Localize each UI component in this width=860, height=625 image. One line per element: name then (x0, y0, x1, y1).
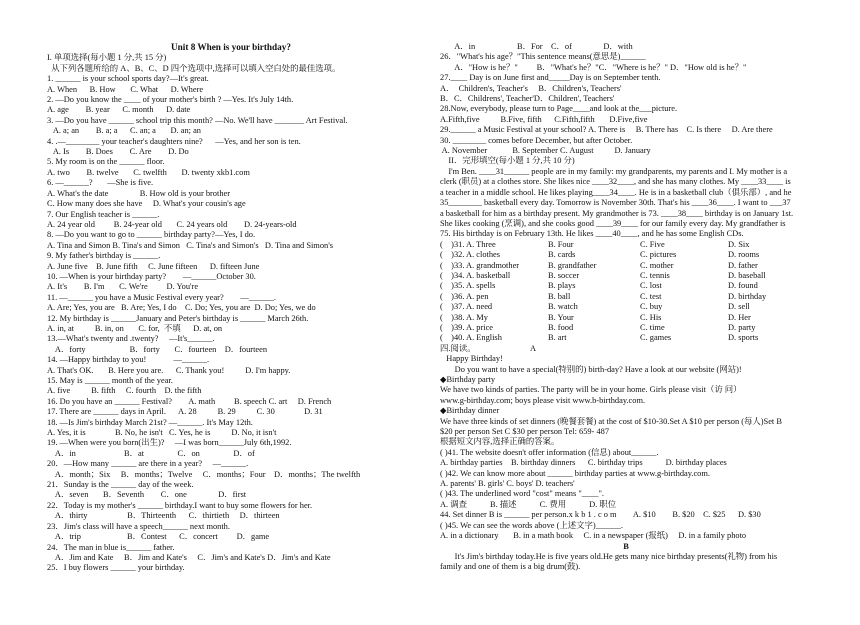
option-choice: B. food (548, 322, 574, 332)
option-row (440, 313, 812, 323)
option-choice: D. Six (728, 239, 750, 249)
question-line: A. November B. September C. August D. January (440, 146, 651, 156)
option-choice: D. baseball (728, 270, 766, 280)
reading-line: family and one of them is a big drum(鼓). (440, 562, 581, 572)
question-line: 从下列各题所给的 A、B、C、D 四个选项中,选择可以填入空白处的最佳选项。 (47, 63, 341, 73)
reading-line: 44. Set dinner B is ______ per person.x k b 1 . c o m A. $10 B. $20 C. $25 D. $30 (440, 510, 761, 520)
option-choice: D. rooms (728, 250, 760, 260)
option-choice: ( )40. A. English (440, 333, 502, 343)
question-line: 23．Jim's class will have a speech______ next month. (47, 521, 230, 531)
question-line: A. When B. How C. What D. Where (47, 84, 204, 94)
question-line: 6. —______? —She is five. (47, 178, 154, 188)
question-line: A．Jim and Kate B．Jim and Kate's C．Jim's and Kate's D．Jim's and Kate (47, 552, 331, 562)
reading-b-text (440, 552, 812, 573)
option-choice: C. games (640, 333, 672, 343)
left-column (47, 42, 415, 574)
question-line: a teacher in a middle school. He likes playing____34____. He is in a basketball club（俱乐部）, and he (440, 187, 792, 197)
option-choice: ( )38. A. My (440, 312, 488, 322)
option-choice: ( )36. A. pen (440, 291, 489, 301)
option-choice: D. sports (728, 333, 759, 343)
reading-line: ( )42. We can know more about ______ birthday parties at www.g-birthday.com. (440, 468, 710, 478)
question-line: 9. My father's birthday is ______. (47, 251, 161, 261)
reading-line: ( )41. The website doesn't offer information (信息) about______. (440, 447, 659, 457)
question-line: 4. .—________ your teacher's daughters nine? —Yes, and her son is ten. (47, 136, 301, 146)
option-choice: D. father (728, 260, 758, 270)
question-line: A．month；Six B．months；Twelve C．months；Four D．months；The twelfth (47, 469, 361, 479)
option-choice: B. watch (548, 302, 578, 312)
option-row (440, 240, 812, 250)
option-row (440, 302, 812, 312)
option-choice: B. Four (548, 239, 574, 249)
question-line: 30. ________ comes before December, but after October. (440, 135, 633, 145)
question-line: 20．—How many ______ are there in a year? —______. (47, 459, 249, 469)
option-row (440, 333, 812, 343)
reading-line: ◆Birthday dinner (440, 406, 500, 416)
question-line: 7. Our English teacher is ______. (47, 209, 160, 219)
question-line: A. 24 year old B. 24-year old C. 24 years old D. 24-years-old (47, 219, 297, 229)
option-choice: B. art (548, 333, 567, 343)
question-line: 13.—What's twenty and .twenty? —It's______. (47, 334, 215, 344)
option-choice: C. tennis (640, 270, 670, 280)
reading-line: www.g-birthday.com; boys please visit www.b-birthday.com. (440, 395, 646, 405)
question-line: 3. —Do you have ______ school trip this month? —No. We'll have _______ Art Festival. (47, 115, 348, 125)
cloze-options (440, 240, 812, 344)
right-questions (440, 42, 812, 240)
option-choice: D. sell (728, 302, 750, 312)
question-line: A．seven B．Seventh C．one D．first (47, 490, 247, 500)
question-line: C. How many does she have D. What's your cousin's age (47, 199, 246, 209)
question-line: II．完形填空(每小题 1 分,共 10 分) (440, 156, 575, 166)
option-choice: ( )34. A. basketball (440, 270, 511, 280)
option-choice: B. soccer (548, 270, 580, 280)
question-line: I'm Ben. ____31______ people are in my family: my grandparents, my parents and I. My mother is a (440, 166, 788, 176)
option-row (440, 281, 812, 291)
question-line: 5. My room is on the ______ floor. (47, 157, 165, 167)
question-line: A．forty B．forty C．fourteen D．fourteen (47, 344, 268, 354)
option-choice: ( )35. A. spells (440, 281, 496, 291)
option-choice: ( )37. A. need (440, 302, 493, 312)
option-choice: B. Your (548, 312, 574, 322)
reading-line: 四.阅读。 A (440, 343, 537, 353)
question-line: 35________ basketball every day. Tomorrow is November 30th. That's his ____36____. I want to ___37 (440, 198, 791, 208)
option-choice: ( )31. A. Three (440, 239, 496, 249)
reading-line: ◆Birthday party (440, 375, 496, 384)
reading-line: ( )45. We can see the words above (上述文字)______. (440, 520, 623, 530)
question-line: A. That's OK. B. Here you are. C. Thank you! D. I'm happy. (47, 365, 291, 375)
reading-line: 根据短文内容,选择正确的答案。 (440, 437, 560, 447)
question-line: A．thirty B．Thirteenth C．thirtieth D．thirteen (47, 511, 280, 521)
question-line: A. in, at B. in, on C. for, 不填 D. at, on (47, 323, 223, 333)
right-column (440, 42, 812, 573)
reading-line: It's Jim's birthday today.He is five years old.He gets many nice birthday presents(礼物) from his (440, 551, 778, 561)
question-line: A.Fifth,five B.Five, fifth C.Fifth,fifth D.Five,five (440, 114, 648, 124)
option-choice: C. buy (640, 302, 663, 312)
question-line: 16. Do you have an ______ Festival? A. math B. speech C. art D. French (47, 396, 332, 406)
option-choice: C. time (640, 322, 665, 332)
reading-line: A. birthday parties B. birthday dinners C. birthday trips D. birthday places (440, 458, 727, 468)
question-line: 18. —Is Jim's birthday March 21st? —______. It's May 12th. (47, 417, 253, 427)
reading-section (440, 344, 812, 542)
option-choice: B. cards (548, 250, 576, 260)
question-line: B．C．Childrens', Teacher'D．Children', Teachers' (440, 94, 615, 104)
question-line: A． Children's, Teacher's B．Children's, Teachers' (440, 83, 622, 93)
question-line: A. two B. twelve C. twelfth D. twenty xkb1.com (47, 167, 250, 177)
question-line: 28.Now, everybody, please turn to Page____and look at the___picture. (440, 104, 678, 114)
question-line: 26．"What's his age？"This sentence means(意思是)______ (440, 52, 646, 62)
reading-line: ( )43. The underlined word "cost" means "____". (440, 489, 605, 499)
option-choice: D. birthday (728, 291, 767, 301)
question-line: She likes cooking (烹调), and she cooks good ____39____ for our family every day. My grandfather is (440, 218, 786, 228)
left-questions (47, 53, 415, 573)
question-line: 27.____ Day is on June first and_____Day is on September tenth. (440, 73, 661, 83)
option-row (440, 261, 812, 271)
question-line: 19. —When were you born(出生)? —I was born______July 6th,1992. (47, 438, 292, 448)
reading-line: A. 调查 B. 描述 C. 费用 D. 职位 (440, 499, 617, 509)
option-choice: C. mother (640, 260, 674, 270)
reading-line: A. in a dictionary B. in a math book C. in a newspaper (报纸) D. in a family photo (440, 531, 747, 541)
option-choice: C. lost (640, 281, 662, 291)
worksheet-title: Unit 8 When is your birthday? (171, 42, 291, 52)
option-choice: ( )33. A. grandmother (440, 260, 520, 270)
question-line: 8. —Do you want to go to ______ birthday party?—Yes, I do. (47, 230, 256, 240)
option-choice: D. party (728, 322, 756, 332)
reading-line: $20 per person Set C $30 per person Tel: 659- 487 (440, 427, 610, 437)
option-row (440, 250, 812, 260)
option-choice: D. Her (728, 312, 751, 322)
question-line: A. It's B. I'm C. We're D. You're (47, 282, 199, 292)
question-line: 14. —Happy birthday to you! —______. (47, 355, 210, 365)
option-choice: ( )32. A. clothes (440, 250, 501, 260)
question-line: 21．Sunday is the ______ day of the week. (47, 480, 194, 490)
option-row (440, 292, 812, 302)
option-choice: B. plays (548, 281, 576, 291)
question-line: 25．I buy flowers ______ your birthday. (47, 563, 185, 573)
question-line: A. Are; Yes, you are B. Are; Yes, I do C. Do; Yes, you are D. Do; Yes, we do (47, 303, 316, 313)
reading-line: We have three kinds of set dinners (晚餐套餐) at the cost of $10-30.Set A $10 per person (每人)Set B (440, 416, 782, 426)
question-line: A．trip B．Contest C．concert D．game (47, 532, 270, 542)
question-line: clerk (职员) at a clothes store. She likes nice ____32____, and she has many clothes. My ____33____ is (440, 177, 791, 187)
question-line: 11. —______ you have a Music Festival every year? —______. (47, 292, 277, 302)
question-line: 12. My birthday is ______January and Peter's birthday is ______ March 26th. (47, 313, 309, 323)
option-choice: B. ball (548, 291, 571, 301)
question-line: I. 单项选择(每小题 1 分,共 15 分) (47, 53, 167, 63)
question-line: A. June five B. June fifth C. June fifteen D. fifteen June (47, 261, 260, 271)
question-line: 2. —Do you know the ____ of your mother's birth ? —Yes. It's July 14th. (47, 95, 294, 105)
option-choice: C. pictures (640, 250, 677, 260)
question-line: A. Yes, it is B. No, he isn't C. Yes, he is D. No, it isn't (47, 428, 277, 438)
question-line: 15. May is ______ month of the year. (47, 376, 173, 385)
option-choice: C. test (640, 291, 662, 301)
option-choice: D. found (728, 281, 758, 291)
question-line: 1. ______ is your school sports day?—It's great. (47, 74, 209, 84)
question-line: A. five B. fifth C. fourth D. the fifth (47, 386, 202, 396)
question-line: 22．Today is my mother's ______ birthday.I want to buy some flowers for her. (47, 500, 313, 510)
reading-line: We have two kinds of parties. The party will be in your home. Girls please visit（访 问） (440, 385, 742, 395)
option-row (440, 323, 812, 333)
section-b-heading: B (623, 541, 629, 551)
question-line: A. age B. year C. month D. date (47, 105, 191, 115)
question-line: 75. His birthday is on February 13th. He likes ____40____, and he has some English CDs. (440, 229, 744, 239)
reading-line: Happy Birthday! (440, 354, 503, 364)
question-line: A. What's the date B. How old is your brother (47, 188, 231, 198)
question-line: A．in B．For C．of D．with (440, 42, 633, 51)
reading-line: A. parents' B. girls' C. boys' D. teachers' (440, 479, 575, 489)
option-choice: B. grandfather (548, 260, 597, 270)
option-choice: ( )39. A. price (440, 322, 494, 332)
option-row (440, 271, 812, 281)
question-line: 17. There are ______ days in April. A. 28 B. 29 C. 30 D. 31 (47, 407, 323, 417)
question-line: A．in B．at C．on D．of (47, 448, 255, 458)
option-choice: C. His (640, 312, 662, 322)
question-line: 10. —When is your birthday party? —______October 30. (47, 271, 256, 281)
question-line: 24．The man in blue is______ father. (47, 542, 175, 552)
reading-line: Do you want to have a special(特别的) birth-day? Have a look at our website (网站)! (440, 364, 742, 374)
question-line: A. Tina and Simon B. Tina's and Simon C. Tina's and Simon's D. Tina and Simon's (47, 240, 333, 250)
question-line: 29.______ a Music Festival at your school? A. There is B. There has C. Is there D. Are there (440, 125, 773, 135)
question-line: A. Is B. Does C. Are D. Do (47, 147, 189, 157)
option-choice: C. Five (640, 239, 665, 249)
question-line: a basketball for him as a birthday present. My grandmother is 73. ____38____ birthday is on January 1st. (440, 208, 794, 218)
question-line: A．"How is he？" B．"What's he？"C．"Where is he？" D．"How old is he？" (440, 62, 747, 72)
question-line: A. a; an B. a; a C. an; a D. an; an (47, 126, 201, 136)
